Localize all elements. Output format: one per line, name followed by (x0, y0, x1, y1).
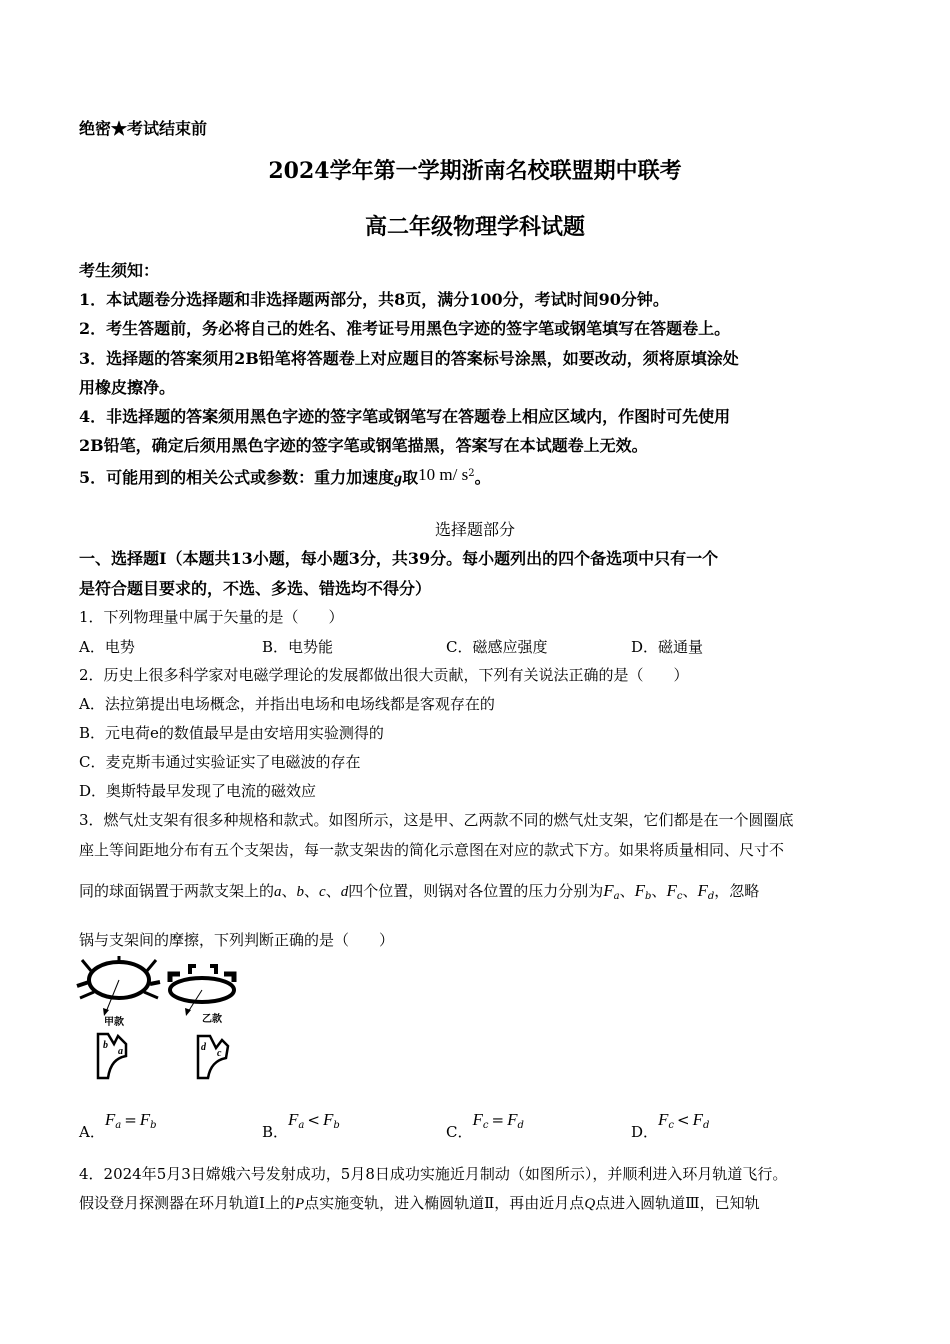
stove-yi-diagram (170, 966, 234, 1016)
notice-item-4-cont: 2B铅笔，确定后须用黑色字迹的签字笔或钢笔描黑，答案写在本试题卷上无效。 (79, 436, 648, 455)
exam-title: 2024学年第一学期浙南名校联盟期中联考 (268, 158, 682, 184)
label-b: b (103, 1040, 108, 1051)
q2-option-b: B．元电荷e的数值最早是由安培用实验测得的 (79, 724, 384, 742)
q4-stem-line2: 假设登月探测器在环月轨道Ⅰ上的P点实施变轨，进入椭圆轨道Ⅱ，再由近月点Q点进入圆轨道Ⅲ，已知轨 (79, 1194, 760, 1212)
notice-item-5: 5．可能用到的相关公式或参数：重力加速度g取10 m/ $s^2$。 (79, 465, 491, 487)
q1-option-c: C．磁感应强度 (446, 638, 548, 656)
notice-item-2: 2．考生答题前，务必将自己的姓名、准考证号用黑色字迹的签字笔或钢笔填写在答题卷上。 (79, 319, 731, 338)
q3-stem-line2: 座上等间距地分布有五个支架齿，每一款支架齿的简化示意图在对应的款式下方。如果将质量相同、尺寸不 (79, 841, 785, 859)
q3-option-a: A．$F_a = F_b$ (79, 1110, 157, 1141)
q3-stem-line3: 同的球面锅置于两款支架上的a、b、c、d四个位置，则锅对各位置的压力分别为$F_a$、$F_b$、$F_c$、$F_d$，忽略 (79, 881, 760, 902)
yi-label: 乙款 (202, 1014, 222, 1025)
q2-option-d: D．奥斯特最早发现了电流的磁效应 (79, 782, 317, 800)
q4-stem-line1: 4．2024年5月3日嫦娥六号发射成功，5月8日成功实施近月制动（如图所示），并顺利进入环月轨道飞行。 (79, 1165, 788, 1183)
q1-option-b: B．电势能 (262, 638, 334, 656)
q1-option-a: A．电势 (79, 638, 135, 656)
jia-label: 甲款 (104, 1017, 124, 1028)
q2-option-c: C．麦克斯韦通过实验证实了电磁波的存在 (79, 753, 361, 771)
notice-item-4: 4．非选择题的答案须用黑色字迹的签字笔或钢笔写在答题卷上相应区域内，作图时可先使用 (79, 407, 731, 426)
part1-instructions-cont: 是符合题目要求的，不选、多选、错选均不得分） (79, 579, 432, 598)
q1-stem: 1．下列物理量中属于矢量的是（ ） (79, 608, 344, 626)
notice-item-3-cont: 用橡皮擦净。 (79, 378, 176, 397)
stove-jia-diagram (77, 956, 160, 1016)
q3-option-d: D．$F_c < F_d$ (631, 1110, 710, 1141)
exam-subtitle: 高二年级物理学科试题 (364, 214, 585, 240)
q3-option-c: C．$F_c = F_d$ (446, 1110, 524, 1141)
label-c: c (217, 1048, 222, 1059)
q2-stem: 2．历史上很多科学家对电磁学理论的发展都做出很大贡献，下列有关说法正确的是（ ） (79, 666, 689, 684)
part1-instructions: 一、选择题Ⅰ（本题共13小题，每小题3分，共39分。每小题列出的四个备选项中只有一个 (79, 549, 719, 568)
q3-stem-line4: 锅与支架间的摩擦，下列判断正确的是（ ） (79, 931, 395, 949)
notice-heading: 考生须知： (79, 261, 160, 280)
section-title: 选择题部分 (434, 520, 515, 539)
stove-support-figure (74, 952, 264, 1087)
secret-label: 绝密★考试结束前 (79, 119, 208, 138)
notice-item-1: 1．本试题卷分选择题和非选择题两部分，共8页，满分100分，考试时间90分钟。 (79, 290, 669, 309)
notice-item-3: 3．选择题的答案须用2B铅笔将答题卷上对应题目的答案标号涂黑，如要改动，须将原填涂处 (79, 349, 739, 368)
label-a: a (118, 1046, 123, 1057)
q3-option-b: B．$F_a < F_b$ (262, 1110, 340, 1141)
label-d: d (201, 1042, 206, 1053)
q2-option-a: A．法拉第提出电场概念，并指出电场和电场线都是客观存在的 (79, 695, 495, 713)
q1-option-d: D．磁通量 (631, 638, 704, 656)
q3-stem-line1: 3．燃气灶支架有很多种规格和款式。如图所示，这是甲、乙两款不同的燃气灶支架，它们都是在一个圆圈底 (79, 811, 794, 829)
